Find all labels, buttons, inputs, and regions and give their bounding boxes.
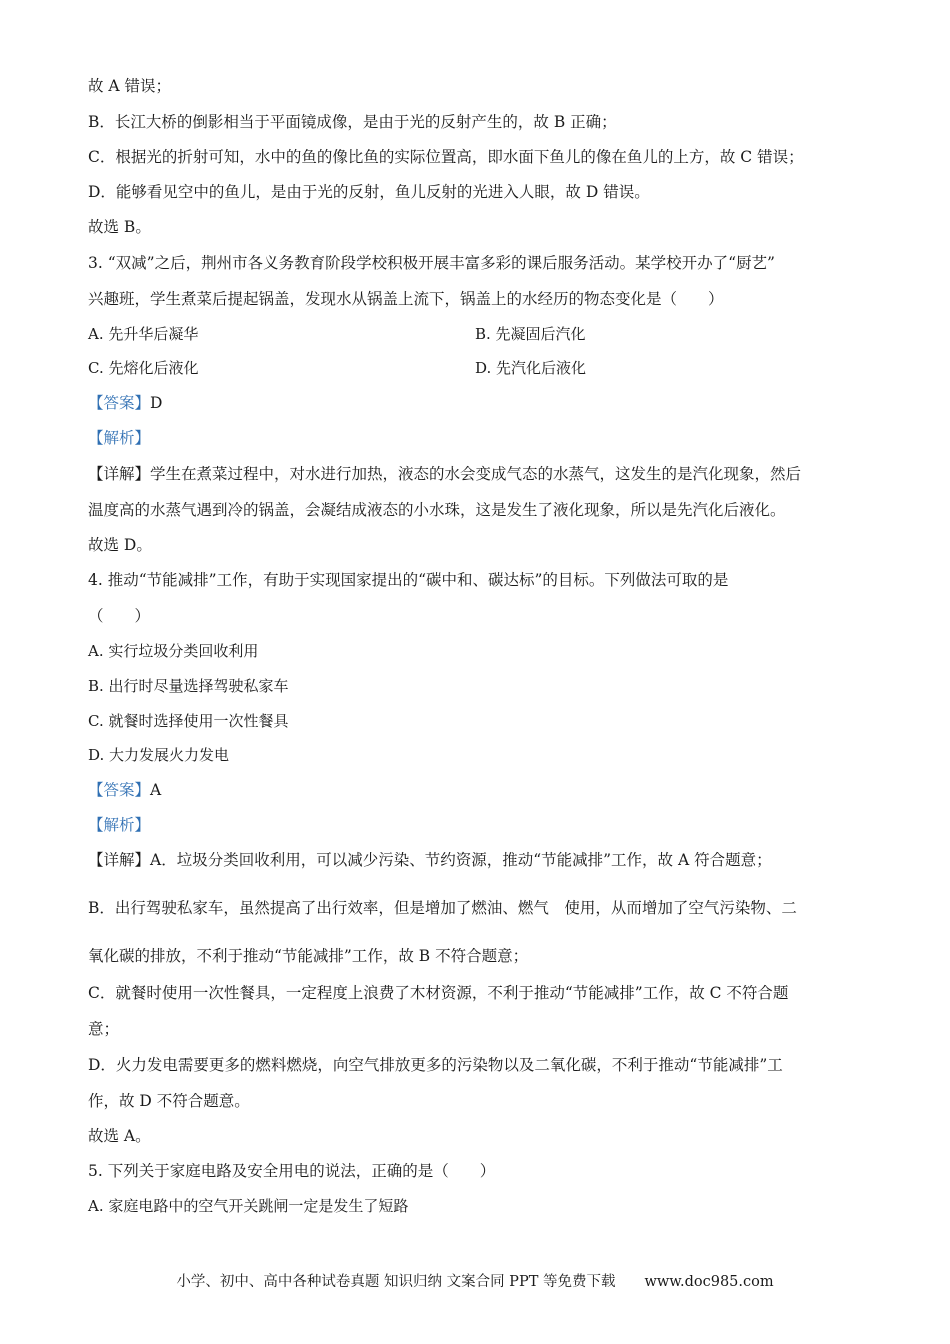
question-4-line-1: 4. 推动“节能减排”工作，有助于实现国家提出的“碳中和、碳达标”的目标。下列做法可取的是 — [88, 571, 729, 589]
q3-option-d: D. 先汽化后液化 — [475, 359, 587, 377]
page-footer: 小学、初中、高中各种试卷真题 知识归纳 文案合同 PPT 等免费下载 www.doc985.com — [176, 1274, 774, 1290]
question-3-line-1: 3. “双减”之后，荆州市各义务教育阶段学校积极开展丰富多彩的课后服务活动。某学校开办了“厨艺” — [88, 254, 775, 272]
q3-option-b: B. 先凝固后汽化 — [475, 325, 586, 343]
q4-analysis-label: 【解析】 — [88, 816, 151, 834]
question-3-line-2: 兴趣班，学生煮菜后提起锅盖，发现水从锅盖上流下，锅盖上的水经历的物态变化是（ ） — [88, 290, 724, 308]
line-2: B．长江大桥的倒影相当于平面镜成像，是由于光的反射产生的，故 B 正确； — [88, 113, 617, 131]
q3-detail-1: 【详解】学生在煮菜过程中，对水进行加热，液态的水会变成气态的水蒸气，这发生的是汽化现象，然后 — [88, 465, 802, 483]
q5-option-a: A. 家庭电路中的空气开关跳闸一定是发生了短路 — [88, 1197, 409, 1215]
q4-detail-6: D．火力发电需要更多的燃料燃烧，向空气排放更多的污染物以及二氧化碳，不利于推动“节能减排”工 — [88, 1056, 783, 1074]
q4-option-b: B. 出行时尽量选择驾驶私家车 — [88, 677, 289, 695]
question-5: 5. 下列关于家庭电路及安全用电的说法，正确的是（ ） — [88, 1162, 496, 1180]
q3-detail-2: 温度高的水蒸气遇到冷的锅盖，会凝结成液态的小水珠，这是发生了液化现象，所以是先汽化后液化。 — [88, 501, 786, 519]
q3-option-c: C. 先熔化后液化 — [88, 359, 199, 377]
line-5: 故选 B。 — [88, 218, 151, 236]
q4-answer — [88, 780, 161, 800]
q3-answer — [88, 393, 162, 413]
answer-label: 【答案】 — [88, 781, 151, 799]
q4-option-c: C. 就餐时选择使用一次性餐具 — [88, 712, 289, 730]
answer-label: 【答案】 — [88, 394, 151, 412]
q4-detail-3: 氧化碳的排放，不利于推动“节能减排”工作，故 B 不符合题意； — [88, 947, 529, 965]
question-4-line-2: （ ） — [88, 607, 151, 625]
q4-option-a: A. 实行垃圾分类回收利用 — [88, 642, 259, 660]
answer-value: A — [150, 781, 162, 799]
q4-detail-2: B．出行驾驶私家车，虽然提高了出行效率，但是增加了燃油、燃气 使用，从而增加了空气污染物、二 — [88, 899, 797, 917]
line-4: D．能够看见空中的鱼儿，是由于光的反射，鱼儿反射的光进入人眼，故 D 错误。 — [88, 183, 650, 201]
q3-option-a: A. 先升华后凝华 — [88, 325, 199, 343]
q4-detail-5: 意； — [88, 1020, 120, 1038]
answer-value: D — [150, 394, 163, 412]
q4-conclusion: 故选 A。 — [88, 1127, 151, 1145]
q4-detail-7: 作，故 D 不符合题意。 — [88, 1092, 250, 1110]
q4-detail-1: 【详解】A．垃圾分类回收利用，可以减少污染、节约资源，推动“节能减排”工作，故 A 符合题意； — [88, 851, 772, 869]
line-3: C．根据光的折射可知，水中的鱼的像比鱼的实际位置高，即水面下鱼儿的像在鱼儿的上方，故 C 错误； — [88, 148, 804, 166]
q4-detail-4: C．就餐时使用一次性餐具，一定程度上浪费了木材资源，不利于推动“节能减排”工作，故 C 不符合题 — [88, 984, 789, 1002]
q3-analysis-label: 【解析】 — [88, 429, 151, 447]
line-1: 故 A 错误； — [88, 77, 172, 95]
q3-conclusion: 故选 D。 — [88, 536, 152, 554]
q4-option-d: D. 大力发展火力发电 — [88, 746, 230, 764]
